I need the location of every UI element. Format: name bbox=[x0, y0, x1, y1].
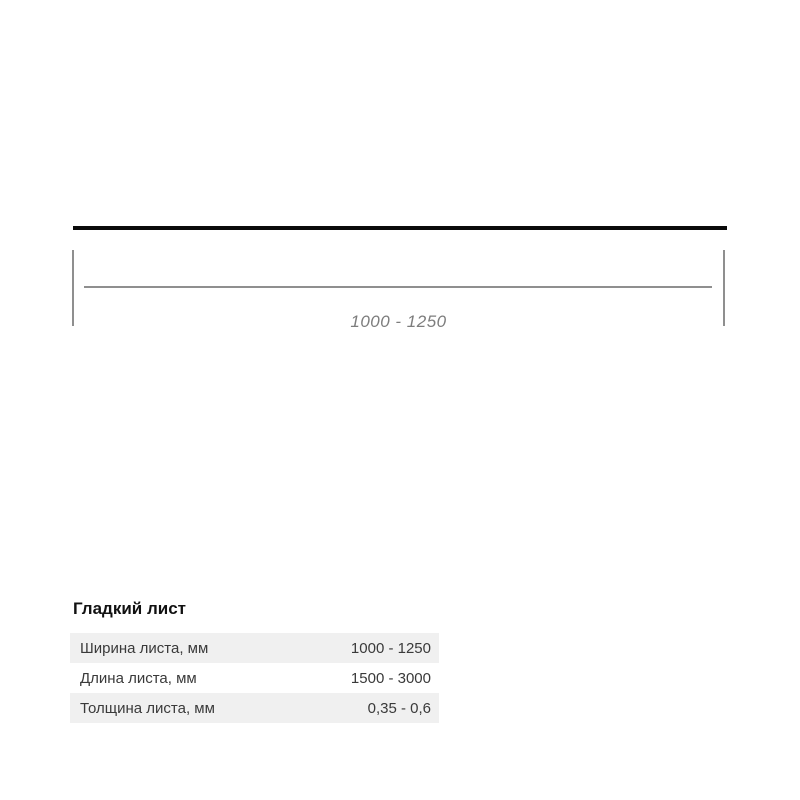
width-dimension-label: 1000 - 1250 bbox=[350, 312, 447, 331]
spec-label-width: Ширина листа, мм bbox=[80, 639, 209, 657]
dimension-line bbox=[84, 286, 712, 288]
spec-value-thickness: 0,35 - 0,6 bbox=[367, 699, 431, 717]
spec-table-title: Гладкий лист bbox=[73, 599, 186, 618]
spec-value-width: 1000 - 1250 bbox=[350, 639, 431, 657]
sheet-profile-line bbox=[73, 226, 727, 230]
spec-label-thickness: Толщина листа, мм bbox=[80, 699, 215, 717]
table-row bbox=[70, 663, 439, 693]
spec-value-length: 1500 - 3000 bbox=[350, 669, 431, 687]
spec-table bbox=[70, 633, 439, 723]
table-row bbox=[70, 633, 439, 663]
table-row bbox=[70, 693, 439, 723]
spec-label-length: Длина листа, мм bbox=[80, 669, 197, 687]
